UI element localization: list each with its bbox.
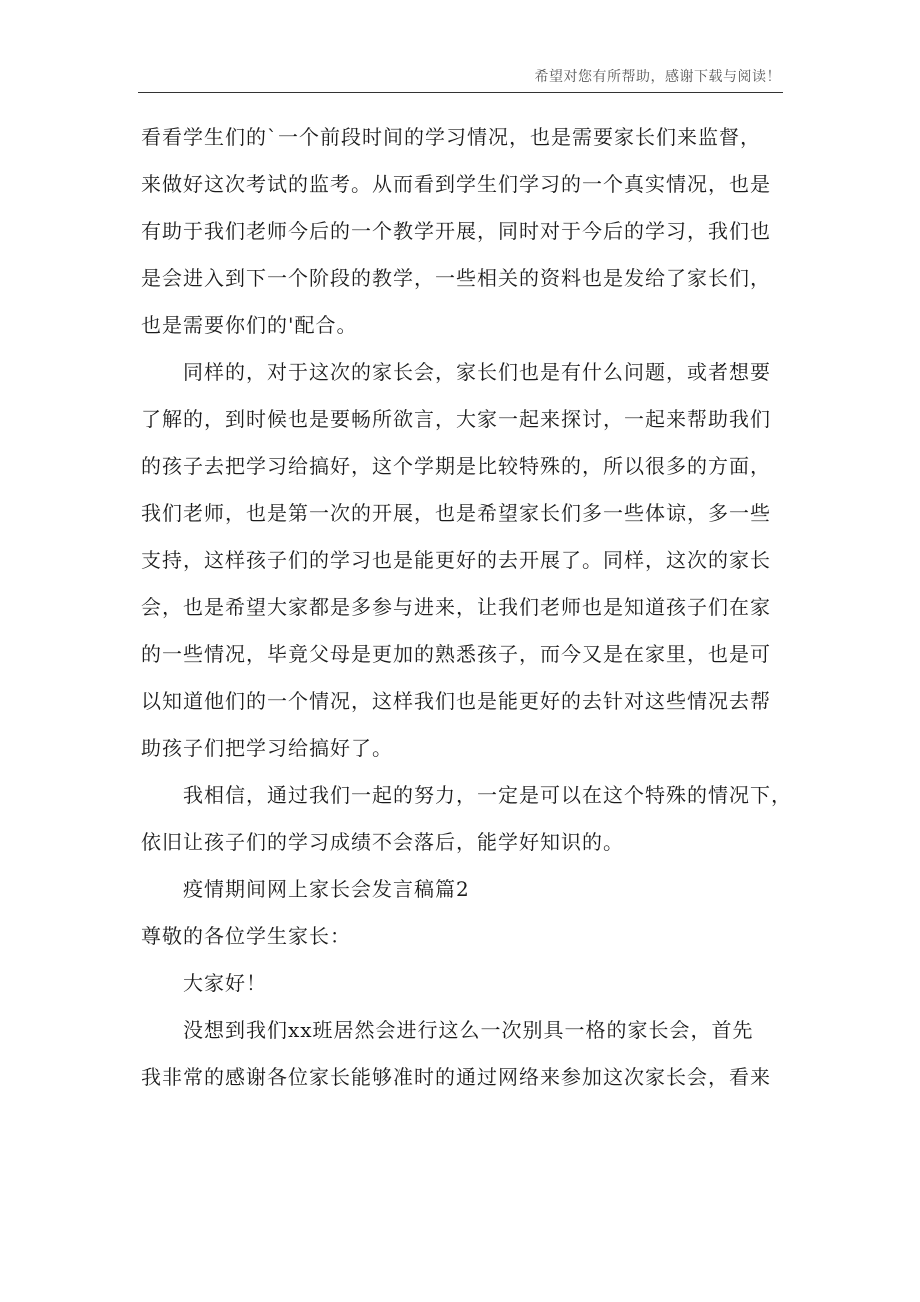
text-line: 了解的，到时候也是要畅所欲言，大家一起来探讨，一起来帮助我们 [141,407,771,431]
paragraph-start-line: 我相信，通过我们一起的努力，一定是可以在这个特殊的情况下， [183,783,792,807]
text-line: 我们老师，也是第一次的开展，也是希望家长们多一些体谅，多一些 [141,501,771,525]
greeting: 大家好！ [183,971,267,995]
text-line: 的孩子去把学习给搞好，这个学期是比较特殊的，所以很多的方面， [141,454,771,478]
text-line: 的一些情况，毕竟父母是更加的熟悉孩子，而今又是在家里，也是可 [141,642,771,666]
section-title: 疫情期间网上家长会发言稿篇2 [183,877,470,901]
text-line: 我非常的感谢各位家长能够准时的通过网络来参加这次家长会，看来 [141,1065,771,1089]
text-line: 看看学生们的`一个前段时间的学习情况，也是需要家长们来监督， [141,125,761,149]
salutation: 尊敬的各位学生家长： [141,924,351,948]
text-line: 助孩子们把学习给搞好了。 [141,736,393,760]
paragraph-start-line: 同样的，对于这次的家长会，家长们也是有什么问题，或者想要 [183,360,771,384]
document-body [141,114,791,1101]
text-line: 以知道他们的一个情况，这样我们也是能更好的去针对这些情况去帮 [141,689,771,713]
header-text: 希望对您有所帮助，感谢下载与阅读！ [534,69,781,85]
text-line: 依旧让孩子们的学习成绩不会落后，能学好知识的。 [141,830,624,854]
paragraph-start-line: 没想到我们xx班居然会进行这么一次别具一格的家长会，首先 [183,1018,754,1042]
text-line: 也是需要你们的'配合。 [141,313,358,337]
text-line: 支持，这样孩子们的学习也是能更好的去开展了。同样，这次的家长 [141,548,771,572]
page-header [138,64,783,93]
text-line: 会，也是希望大家都是多参与进来，让我们老师也是知道孩子们在家 [141,595,771,619]
text-line: 有助于我们老师今后的一个教学开展，同时对于今后的学习，我们也 [141,219,771,243]
text-line: 来做好这次考试的监考。从而看到学生们学习的一个真实情况，也是 [141,172,771,196]
text-line: 是会进入到下一个阶段的教学，一些相关的资料也是发给了家长们， [141,266,771,290]
